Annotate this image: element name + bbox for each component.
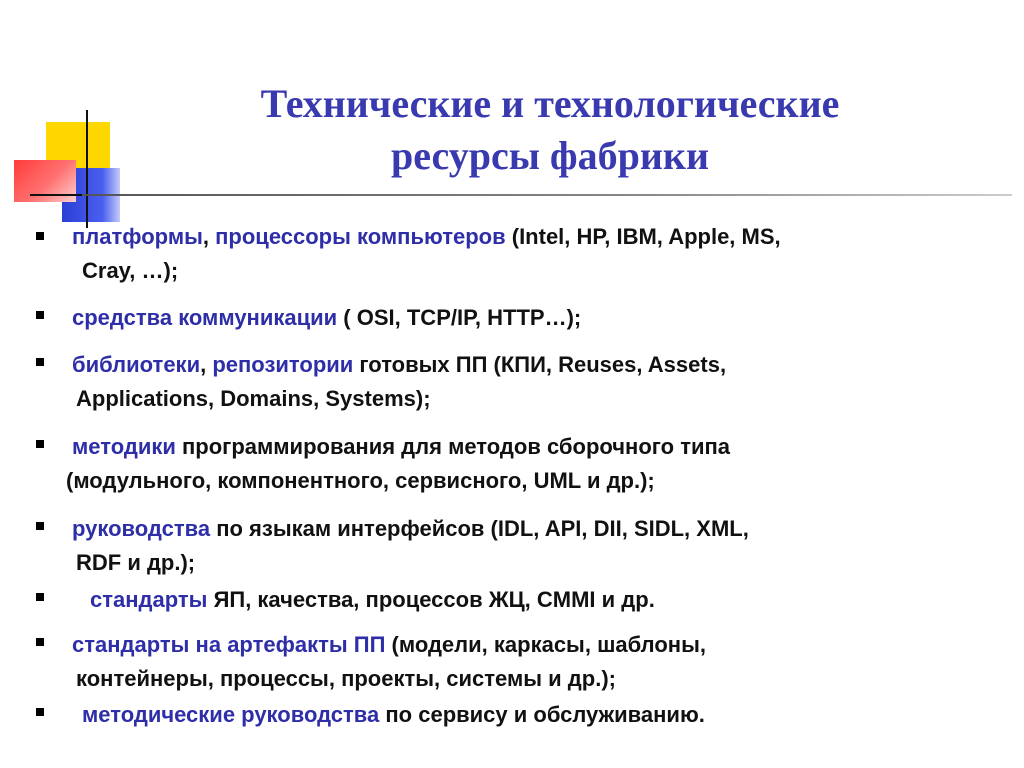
bullet-icon	[36, 638, 44, 646]
list-item-line	[90, 585, 655, 615]
text: программирования для методов сборочного типа	[175, 434, 731, 459]
highlight-text: библиотеки	[72, 352, 201, 377]
highlight-text: стандарты на артефакты ПП	[72, 632, 386, 657]
text: по сервису и обслуживанию.	[379, 702, 705, 727]
list-item-line	[72, 432, 730, 462]
bullet-icon	[36, 358, 44, 366]
list-item-line	[72, 303, 581, 333]
highlight-text: методики	[72, 434, 176, 459]
bullet-icon	[36, 522, 44, 530]
text: по языкам интерфейсов (IDL, API, DII, SIDL, XML,	[210, 516, 749, 541]
text: ,	[202, 224, 216, 249]
list-item-line	[82, 700, 705, 730]
list-item-line	[66, 466, 655, 496]
text: ,	[200, 352, 213, 377]
text: готовых ПП (КПИ, Reuses, Assets,	[353, 352, 727, 377]
bullet-icon	[36, 232, 44, 240]
text: (Intel, HP, IBM, Apple, MS,	[505, 224, 781, 249]
bullet-icon	[36, 311, 44, 319]
highlight-text: руководства	[72, 516, 211, 541]
text: контейнеры, процессы, проекты, системы и др.);	[76, 666, 616, 691]
list-item-line	[72, 222, 781, 252]
highlight-text: репозитории	[212, 352, 354, 377]
list-item-line	[72, 514, 749, 544]
title-divider	[82, 194, 1012, 196]
logo-vertical-line	[86, 110, 88, 228]
decorative-logo	[0, 0, 160, 240]
text: Applications, Domains, Systems);	[76, 386, 431, 411]
text: ( OSI, TCP/IP, HTTP…);	[337, 305, 582, 330]
highlight-text: средства	[72, 305, 179, 330]
text: (модульного, компонентного, сервисного, UML и др.);	[66, 468, 655, 493]
highlight-text: коммуникации	[178, 305, 338, 330]
list-item-line	[76, 664, 616, 694]
highlight-text: стандарты	[90, 587, 208, 612]
text: ЯП, качества, процессов ЖЦ, CMMI и др.	[207, 587, 655, 612]
bullet-icon	[36, 593, 44, 601]
text: Cray, …);	[82, 258, 179, 283]
slide-title-line-2: ресурсы фабрики	[390, 133, 709, 178]
highlight-text: методические руководства	[82, 702, 380, 727]
highlight-text: платформы	[72, 224, 203, 249]
list-item-line	[72, 630, 706, 660]
list-item-line	[82, 256, 178, 286]
list-item-line	[72, 350, 726, 380]
slide-title-line-1: Технические и технологические	[260, 81, 840, 126]
slide-title	[200, 78, 900, 182]
bullet-icon	[36, 708, 44, 716]
highlight-text: процессоры компьютеров	[215, 224, 506, 249]
list-item-line	[76, 548, 195, 578]
text: (модели, каркасы, шаблоны,	[385, 632, 706, 657]
list-item-line	[76, 384, 431, 414]
bullet-icon	[36, 440, 44, 448]
text: RDF и др.);	[76, 550, 196, 575]
